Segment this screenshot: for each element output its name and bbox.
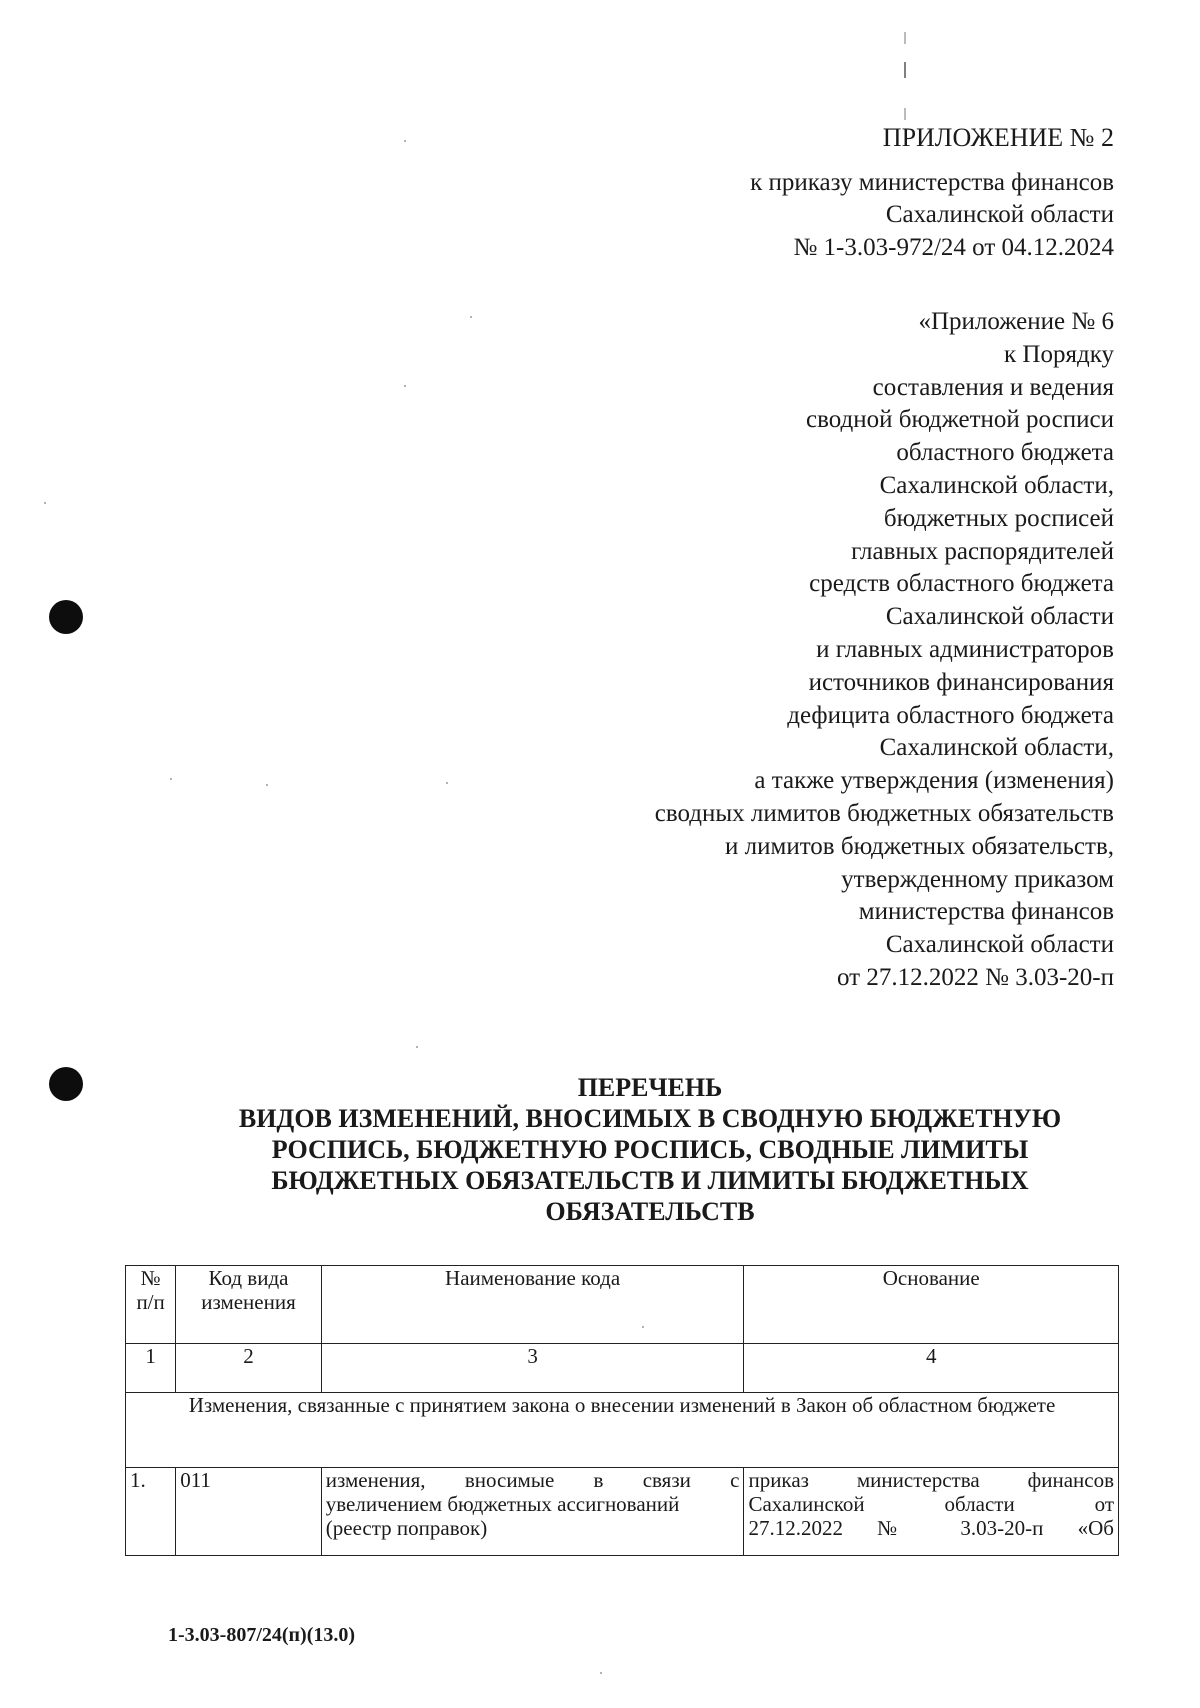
heading-line: ВИДОВ ИЗМЕНЕНИЙ, ВНОСИМЫХ В СВОДНУЮ БЮДЖЕТНУЮ xyxy=(238,1104,1062,1133)
header-cell-name: Наименование кода xyxy=(321,1266,744,1344)
annex-line: министерства финансов xyxy=(858,898,1114,926)
column-number-cell: 3 xyxy=(321,1344,744,1393)
scan-speck xyxy=(266,784,268,786)
annex-line: Сахалинской области xyxy=(885,603,1114,631)
annex-line: источников финансирования xyxy=(808,668,1114,696)
approval-line: № 1-3.03-972/24 от 04.12.2024 xyxy=(793,233,1114,261)
heading-line: ОБЯЗАТЕЛЬСТВ xyxy=(545,1197,755,1226)
scan-mark xyxy=(904,32,906,120)
annex-line: Сахалинской области xyxy=(885,931,1114,959)
header-cell-basis: Основание xyxy=(744,1266,1119,1344)
scan-speck xyxy=(170,778,172,780)
annex-line: к Порядку xyxy=(1004,340,1114,368)
table-header-row xyxy=(126,1266,1119,1344)
scan-speck xyxy=(446,782,448,784)
annex-line: главных распорядителей xyxy=(851,537,1114,565)
punch-hole xyxy=(49,1067,83,1101)
annex-line: областного бюджета xyxy=(896,439,1114,467)
scan-speck xyxy=(44,502,46,504)
column-number-cell: 2 xyxy=(176,1344,322,1393)
annex-line: а также утверждения (изменения) xyxy=(754,767,1114,795)
column-number-cell: 1 xyxy=(126,1344,176,1393)
change-types-table xyxy=(125,1265,1119,1556)
punch-hole xyxy=(49,600,83,634)
annex-line: и главных администраторов xyxy=(816,635,1114,663)
row-basis-line: Сахалинской области от xyxy=(748,1492,1114,1516)
annex-line: и лимитов бюджетных обязательств, xyxy=(725,832,1114,860)
header-cell-number: № п/п xyxy=(126,1266,176,1344)
annex-line: утвержденному приказом xyxy=(841,865,1114,893)
row-basis-line: приказ министерства финансов xyxy=(748,1468,1114,1492)
section-row xyxy=(126,1393,1119,1468)
row-name xyxy=(321,1468,744,1556)
appendix-title: ПРИЛОЖЕНИЕ № 2 xyxy=(882,123,1114,152)
annex-line: Сахалинской области, xyxy=(879,471,1114,499)
row-number: 1. xyxy=(126,1468,176,1556)
heading-line: ПЕРЕЧЕНЬ xyxy=(577,1073,723,1102)
table-row xyxy=(126,1468,1119,1556)
column-number-cell: 4 xyxy=(744,1344,1119,1393)
annex-line: бюджетных росписей xyxy=(883,504,1114,532)
annex-line: дефицита областного бюджета xyxy=(787,701,1114,729)
header-cell-code: Код вида изменения xyxy=(176,1266,322,1344)
column-number-row xyxy=(126,1344,1119,1393)
annex-line: сводной бюджетной росписи xyxy=(805,406,1114,434)
annex-line: Сахалинской области, xyxy=(879,734,1114,762)
annex-reference-block xyxy=(514,306,1114,995)
heading-line: БЮДЖЕТНЫХ ОБЯЗАТЕЛЬСТВ И ЛИМИТЫ БЮДЖЕТНЫХ xyxy=(271,1166,1029,1195)
approval-line: Сахалинской области xyxy=(885,201,1114,228)
document-code: 1-3.03-807/24(п)(13.0) xyxy=(168,1624,356,1646)
row-name-line: увеличением бюджетных ассигнований xyxy=(325,1492,680,1516)
approval-line: к приказу министерства финансов xyxy=(750,168,1114,196)
heading-line: РОСПИСЬ, БЮДЖЕТНУЮ РОСПИСЬ, СВОДНЫЕ ЛИМИТЫ xyxy=(271,1135,1029,1164)
annex-line: сводных лимитов бюджетных обязательств xyxy=(654,799,1114,827)
row-code: 011 xyxy=(176,1468,322,1556)
annex-line: составления и ведения xyxy=(872,373,1114,401)
scan-speck xyxy=(416,1046,418,1048)
annex-line: от 27.12.2022 № 3.03-20-п xyxy=(837,963,1114,991)
scan-speck xyxy=(404,385,406,387)
section-title: Изменения, связанные с принятием закона о внесении изменений в Закон об областном бюджете xyxy=(126,1393,1119,1468)
scan-speck xyxy=(600,1672,602,1674)
scan-speck xyxy=(470,316,472,318)
scan-speck xyxy=(404,140,406,142)
row-basis xyxy=(744,1468,1119,1556)
row-name-line: (реестр поправок) xyxy=(325,1516,488,1540)
annex-line: «Приложение № 6 xyxy=(918,308,1114,335)
annex-line: средств областного бюджета xyxy=(809,570,1114,598)
approval-block xyxy=(554,122,1114,264)
row-name-line: изменения, вносимые в связи с xyxy=(325,1468,740,1492)
document-heading xyxy=(180,1072,1120,1227)
row-basis-line: 27.12.2022 № 3.03-20-п «Об xyxy=(748,1516,1114,1540)
